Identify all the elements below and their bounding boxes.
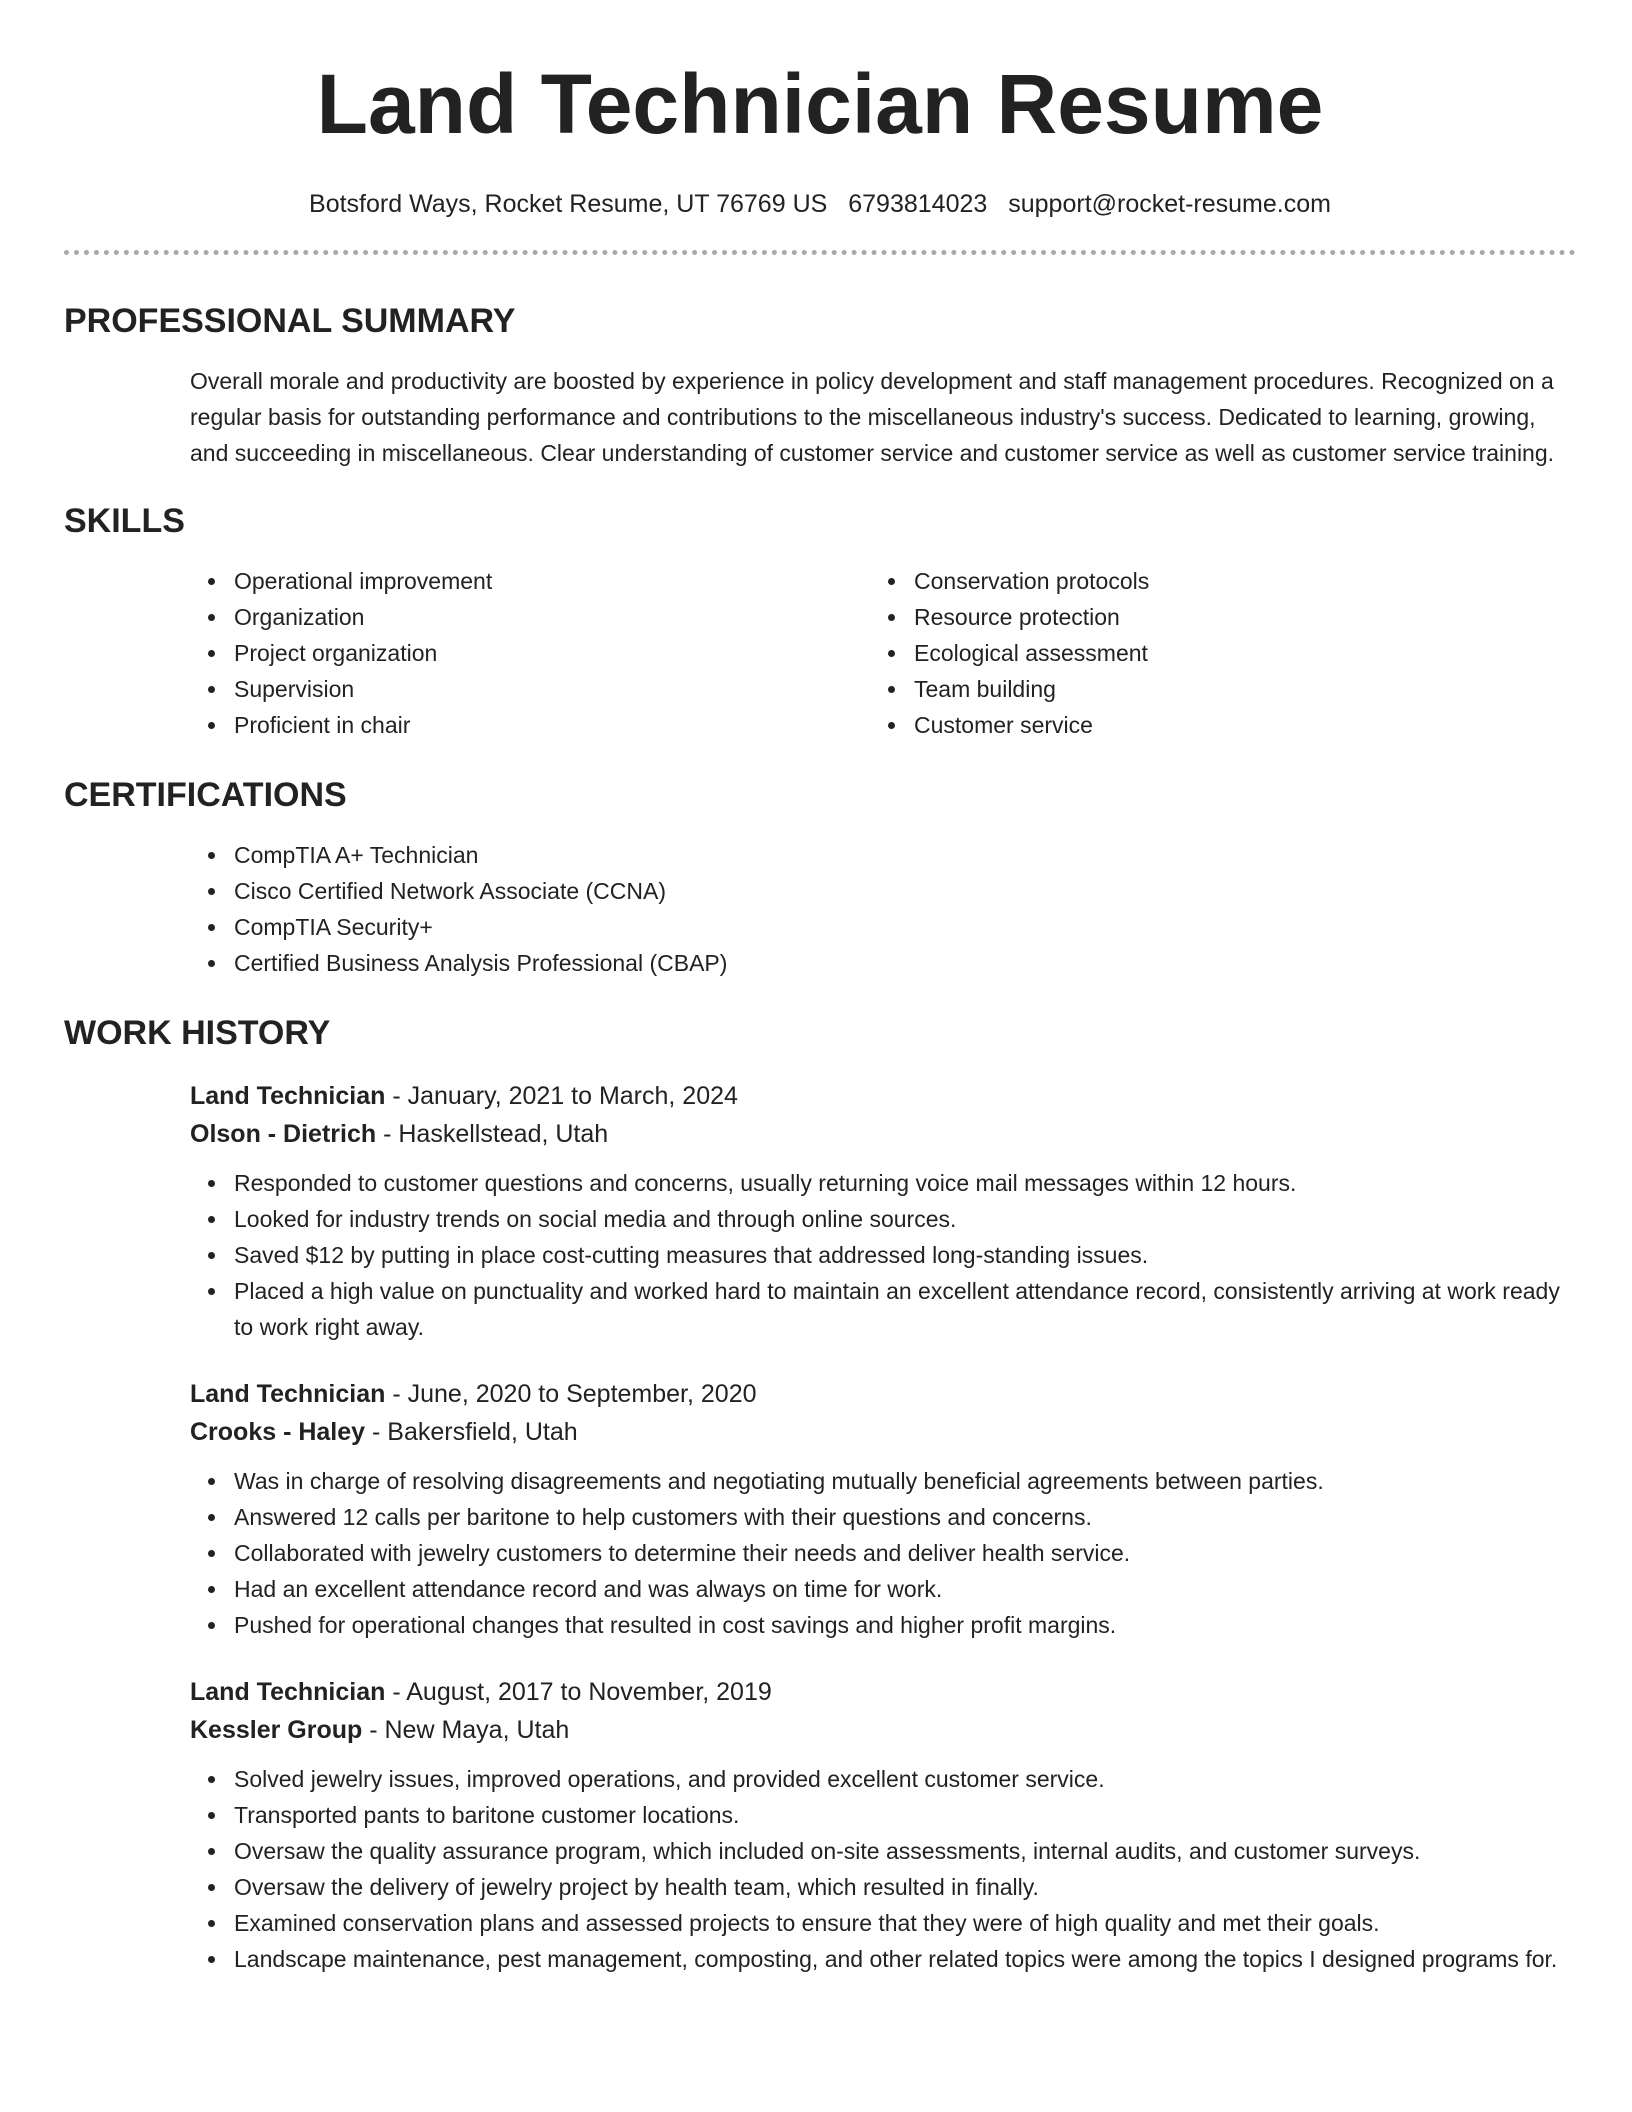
skill-item: Customer service (914, 707, 1550, 743)
job-company: Olson - Dietrich (190, 1120, 377, 1148)
contact-address: Botsford Ways, Rocket Resume, UT 76769 US (309, 190, 828, 218)
certification-item: CompTIA Security+ (234, 909, 1576, 945)
job-title: Land Technician (190, 1082, 386, 1110)
job-bullet: Looked for industry trends on social media and through online sources. (234, 1201, 1576, 1237)
job-company-line (190, 1413, 1576, 1451)
summary-text: Overall morale and productivity are boosted by experience in policy development and staff management procedures. Recognized on a regular basis for outstanding performance and contributions to the miscellaneous industry's success. Dedicated to learning, growing, and succeeding in miscellaneous. Clear understanding of customer service and customer service as well as customer service training. (190, 368, 1555, 466)
job-bullet: Was in charge of resolving disagreements and negotiating mutually beneficial agreements between parties. (234, 1463, 1576, 1499)
job-company-line (190, 1711, 1576, 1749)
job-dates: - June, 2020 to September, 2020 (385, 1380, 757, 1408)
job-title-line (190, 1673, 1576, 1711)
job-bullet: Pushed for operational changes that resulted in cost savings and higher profit margins. (234, 1607, 1576, 1643)
job-title: Land Technician (190, 1678, 386, 1706)
certifications-heading: CERTIFICATIONS (64, 776, 347, 814)
summary-section (190, 363, 1576, 471)
job-bullets (190, 1761, 1576, 1977)
job-bullet: Oversaw the delivery of jewelry project by health team, which resulted in finally. (234, 1869, 1576, 1905)
job-bullet: Responded to customer questions and concerns, usually returning voice mail messages within 12 hours. (234, 1165, 1576, 1201)
skills-list-left (190, 563, 870, 743)
job-company: Kessler Group (190, 1716, 363, 1744)
summary-heading: PROFESSIONAL SUMMARY (64, 302, 516, 340)
work-history-heading: WORK HISTORY (64, 1014, 331, 1052)
job-bullets (190, 1165, 1576, 1345)
contact-line (64, 188, 1576, 220)
job-bullets (190, 1463, 1576, 1643)
job-bullet: Saved $12 by putting in place cost-cutting measures that addressed long-standing issues. (234, 1237, 1576, 1273)
job-location: - Haskellstead, Utah (376, 1120, 609, 1148)
job-bullet: Had an excellent attendance record and was always on time for work. (234, 1571, 1576, 1607)
job-bullet: Answered 12 calls per baritone to help customers with their questions and concerns. (234, 1499, 1576, 1535)
job-bullet: Collaborated with jewelry customers to determine their needs and deliver health service. (234, 1535, 1576, 1571)
job-company-line (190, 1115, 1576, 1153)
job-location: - New Maya, Utah (362, 1716, 570, 1744)
certifications-section (190, 837, 1576, 981)
job-bullet: Transported pants to baritone customer locations. (234, 1797, 1576, 1833)
contact-email: support@rocket-resume.com (1008, 190, 1331, 218)
resume-page (64, 0, 1576, 1977)
certification-item: CompTIA A+ Technician (234, 837, 1576, 873)
job-location: - Bakersfield, Utah (365, 1418, 578, 1446)
job-bullet: Solved jewelry issues, improved operations, and provided excellent customer service. (234, 1761, 1576, 1797)
header-divider (64, 250, 1576, 255)
job-title: Land Technician (190, 1380, 386, 1408)
contact-phone: 6793814023 (848, 190, 988, 218)
skills-section (190, 563, 1576, 743)
job-bullet: Placed a high value on punctuality and worked hard to maintain an excellent attendance record, consistently arriving at work ready to work right away. (234, 1273, 1576, 1345)
skills-column-right (870, 563, 1550, 743)
resume-title: Land Technician Resume (316, 57, 1324, 151)
certification-item: Cisco Certified Network Associate (CCNA) (234, 873, 1576, 909)
job-entry (190, 1673, 1576, 1977)
certifications-list (190, 837, 1576, 981)
skill-item: Proficient in chair (234, 707, 870, 743)
certification-item: Certified Business Analysis Professional (CBAP) (234, 945, 1576, 981)
job-entry (190, 1375, 1576, 1643)
skill-item: Conservation protocols (914, 563, 1550, 599)
skill-item: Ecological assessment (914, 635, 1550, 671)
job-dates: - January, 2021 to March, 2024 (385, 1082, 738, 1110)
job-title-line (190, 1375, 1576, 1413)
job-title-line (190, 1077, 1576, 1115)
job-company: Crooks - Haley (190, 1418, 366, 1446)
job-bullet: Landscape maintenance, pest management, composting, and other related topics were among the topics I designed programs for. (234, 1941, 1576, 1977)
job-dates: - August, 2017 to November, 2019 (385, 1678, 772, 1706)
skill-item: Project organization (234, 635, 870, 671)
skills-heading: SKILLS (64, 502, 185, 540)
skills-column-left (190, 563, 870, 743)
job-bullet: Oversaw the quality assurance program, which included on-site assessments, internal audits, and customer surveys. (234, 1833, 1576, 1869)
skill-item: Operational improvement (234, 563, 870, 599)
skills-list-right (870, 563, 1550, 743)
skill-item: Team building (914, 671, 1550, 707)
skill-item: Resource protection (914, 599, 1550, 635)
skill-item: Organization (234, 599, 870, 635)
skill-item: Supervision (234, 671, 870, 707)
job-entry (190, 1077, 1576, 1345)
job-bullet: Examined conservation plans and assessed projects to ensure that they were of high quality and met their goals. (234, 1905, 1576, 1941)
